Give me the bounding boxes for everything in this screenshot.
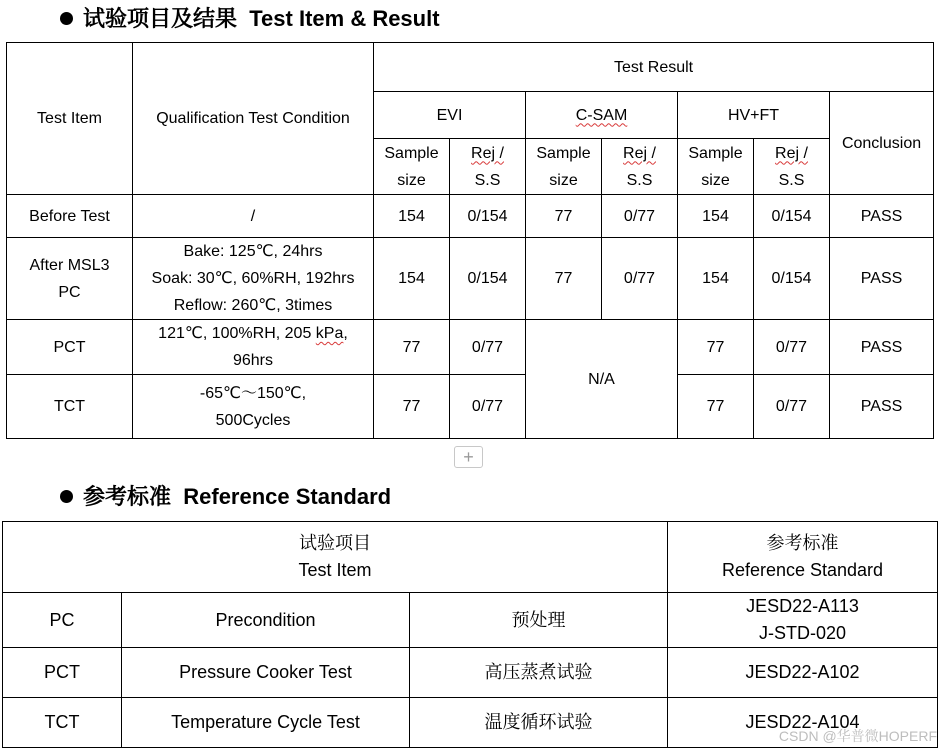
cell-evi-sample: 77 xyxy=(374,320,450,375)
header-reference-standard xyxy=(668,522,938,593)
cell-evi-sample: 154 xyxy=(374,195,450,238)
cell-hvft-sample: 154 xyxy=(678,238,754,320)
header-csam xyxy=(526,92,678,139)
cell-evi-rej: 0/77 xyxy=(450,375,526,439)
cell-hvft-rej: 0/154 xyxy=(754,238,830,320)
add-row-button[interactable]: + xyxy=(454,446,483,468)
header-std-cn: 参考标准 xyxy=(766,533,839,554)
cell-csam-na: N/A xyxy=(526,320,678,439)
cell-condition xyxy=(133,238,374,320)
cond-line1: Bake: 125℃, 24hrs xyxy=(183,243,323,260)
cell-hvft-rej: 0/77 xyxy=(754,375,830,439)
sample-line1: Sample xyxy=(536,144,591,162)
header-rej xyxy=(602,139,678,195)
cond-line2: 500Cycles xyxy=(215,411,291,429)
bullet-icon xyxy=(60,12,73,25)
cell-evi-sample: 154 xyxy=(374,238,450,320)
header-hvft: HV+FT xyxy=(678,92,830,139)
item-line1: After MSL3 xyxy=(29,256,110,274)
bullet-icon xyxy=(60,490,73,503)
cell-name-cn: 温度循环试验 xyxy=(410,698,668,748)
cond-line2: 96hrs xyxy=(232,352,274,369)
cell-standard: JESD22-A102 xyxy=(668,648,938,698)
watermark: CSDN @华普微HOPERF xyxy=(778,728,937,744)
table-row xyxy=(3,593,938,648)
header-item-en: Test Item xyxy=(298,560,372,580)
cond-line3: Reflow: 260℃, 3times xyxy=(173,297,333,314)
header-test-result: Test Result xyxy=(374,43,934,92)
cell-abbr: PC xyxy=(3,593,122,648)
item-line2: PC xyxy=(58,283,81,301)
rej-line1: Rej / xyxy=(623,144,656,162)
header-item-cn: 试验项目 xyxy=(299,533,371,554)
cell-condition xyxy=(133,320,374,375)
cell-csam-rej: 0/77 xyxy=(602,195,678,238)
header-rej xyxy=(754,139,830,195)
rej-line1: Rej / xyxy=(471,144,504,162)
rej-line2: S.S xyxy=(626,171,653,189)
cell-conclusion: PASS xyxy=(830,195,934,238)
heading-en: Test Item & Result xyxy=(249,6,440,31)
table-row xyxy=(7,195,934,238)
cell-hvft-sample: 77 xyxy=(678,320,754,375)
cell-name-cn: 高压蒸煮试验 xyxy=(410,648,668,698)
heading-cn: 试验项目及结果 xyxy=(83,7,238,32)
reference-standard-table xyxy=(2,521,938,748)
table-row xyxy=(7,238,934,320)
header-sample-size xyxy=(678,139,754,195)
cell-csam-sample: 77 xyxy=(526,195,602,238)
cell-hvft-rej: 0/77 xyxy=(754,320,830,375)
table-row xyxy=(7,375,934,439)
cell-standard xyxy=(668,593,938,648)
cell-test-item xyxy=(7,238,133,320)
std-line1: JESD22-A113 xyxy=(746,596,859,616)
rej-line2: S.S xyxy=(474,171,501,189)
std-line2: J-STD-020 xyxy=(759,623,847,643)
cell-hvft-rej: 0/154 xyxy=(754,195,830,238)
rej-line2: S.S xyxy=(778,171,805,189)
header-sample-size xyxy=(526,139,602,195)
cell-conclusion: PASS xyxy=(830,238,934,320)
cell-hvft-sample: 77 xyxy=(678,375,754,439)
header-test-item: Test Item xyxy=(7,43,133,195)
cell-evi-rej: 0/154 xyxy=(450,238,526,320)
heading-en: Reference Standard xyxy=(183,484,392,509)
cell-csam-sample: 77 xyxy=(526,238,602,320)
table-row xyxy=(3,648,938,698)
cond-line2: Soak: 30℃, 60%RH, 192hrs xyxy=(151,270,355,287)
cell-evi-rej: 0/77 xyxy=(450,320,526,375)
cell-test-item: TCT xyxy=(7,375,133,439)
cell-conclusion: PASS xyxy=(830,320,934,375)
table-row xyxy=(7,320,934,375)
cond-unit: kPa xyxy=(315,325,344,342)
test-result-table xyxy=(6,42,934,439)
sample-line2: size xyxy=(701,171,730,189)
cell-evi-sample: 77 xyxy=(374,375,450,439)
cell-name-en: Pressure Cooker Test xyxy=(122,648,410,698)
cell-abbr: PCT xyxy=(3,648,122,698)
cell-standard: JESD22-A104 xyxy=(668,698,938,748)
cell-test-item: Before Test xyxy=(7,195,133,238)
cond-line1-b: , xyxy=(343,325,348,342)
cell-csam-rej: 0/77 xyxy=(602,238,678,320)
cell-name-en: Precondition xyxy=(122,593,410,648)
section-heading-test-result xyxy=(60,2,440,33)
cell-condition xyxy=(133,375,374,439)
cell-evi-rej: 0/154 xyxy=(450,195,526,238)
cell-condition: / xyxy=(133,195,374,238)
header-evi: EVI xyxy=(374,92,526,139)
sample-line1: Sample xyxy=(384,144,439,162)
header-std-en: Reference Standard xyxy=(721,560,884,580)
cell-name-cn: 预处理 xyxy=(410,593,668,648)
cell-name-en: Temperature Cycle Test xyxy=(122,698,410,748)
header-csam-label: C-SAM xyxy=(575,106,628,124)
cell-hvft-sample: 154 xyxy=(678,195,754,238)
cell-abbr: TCT xyxy=(3,698,122,748)
header-conclusion: Conclusion xyxy=(830,92,934,195)
header-sample-size xyxy=(374,139,450,195)
header-condition: Qualification Test Condition xyxy=(133,43,374,195)
sample-line1: Sample xyxy=(688,144,743,162)
sample-line2: size xyxy=(549,171,578,189)
section-heading-reference-standard xyxy=(60,480,391,511)
header-rej xyxy=(450,139,526,195)
rej-line1: Rej / xyxy=(775,144,808,162)
cond-line1-a: 121℃, 100%RH, 205 xyxy=(158,325,316,342)
sample-line2: size xyxy=(397,171,426,189)
cell-test-item: PCT xyxy=(7,320,133,375)
heading-cn: 参考标准 xyxy=(83,485,172,510)
header-test-item xyxy=(3,522,668,593)
cell-conclusion: PASS xyxy=(830,375,934,439)
cond-line1: -65℃～150℃, xyxy=(199,384,307,402)
